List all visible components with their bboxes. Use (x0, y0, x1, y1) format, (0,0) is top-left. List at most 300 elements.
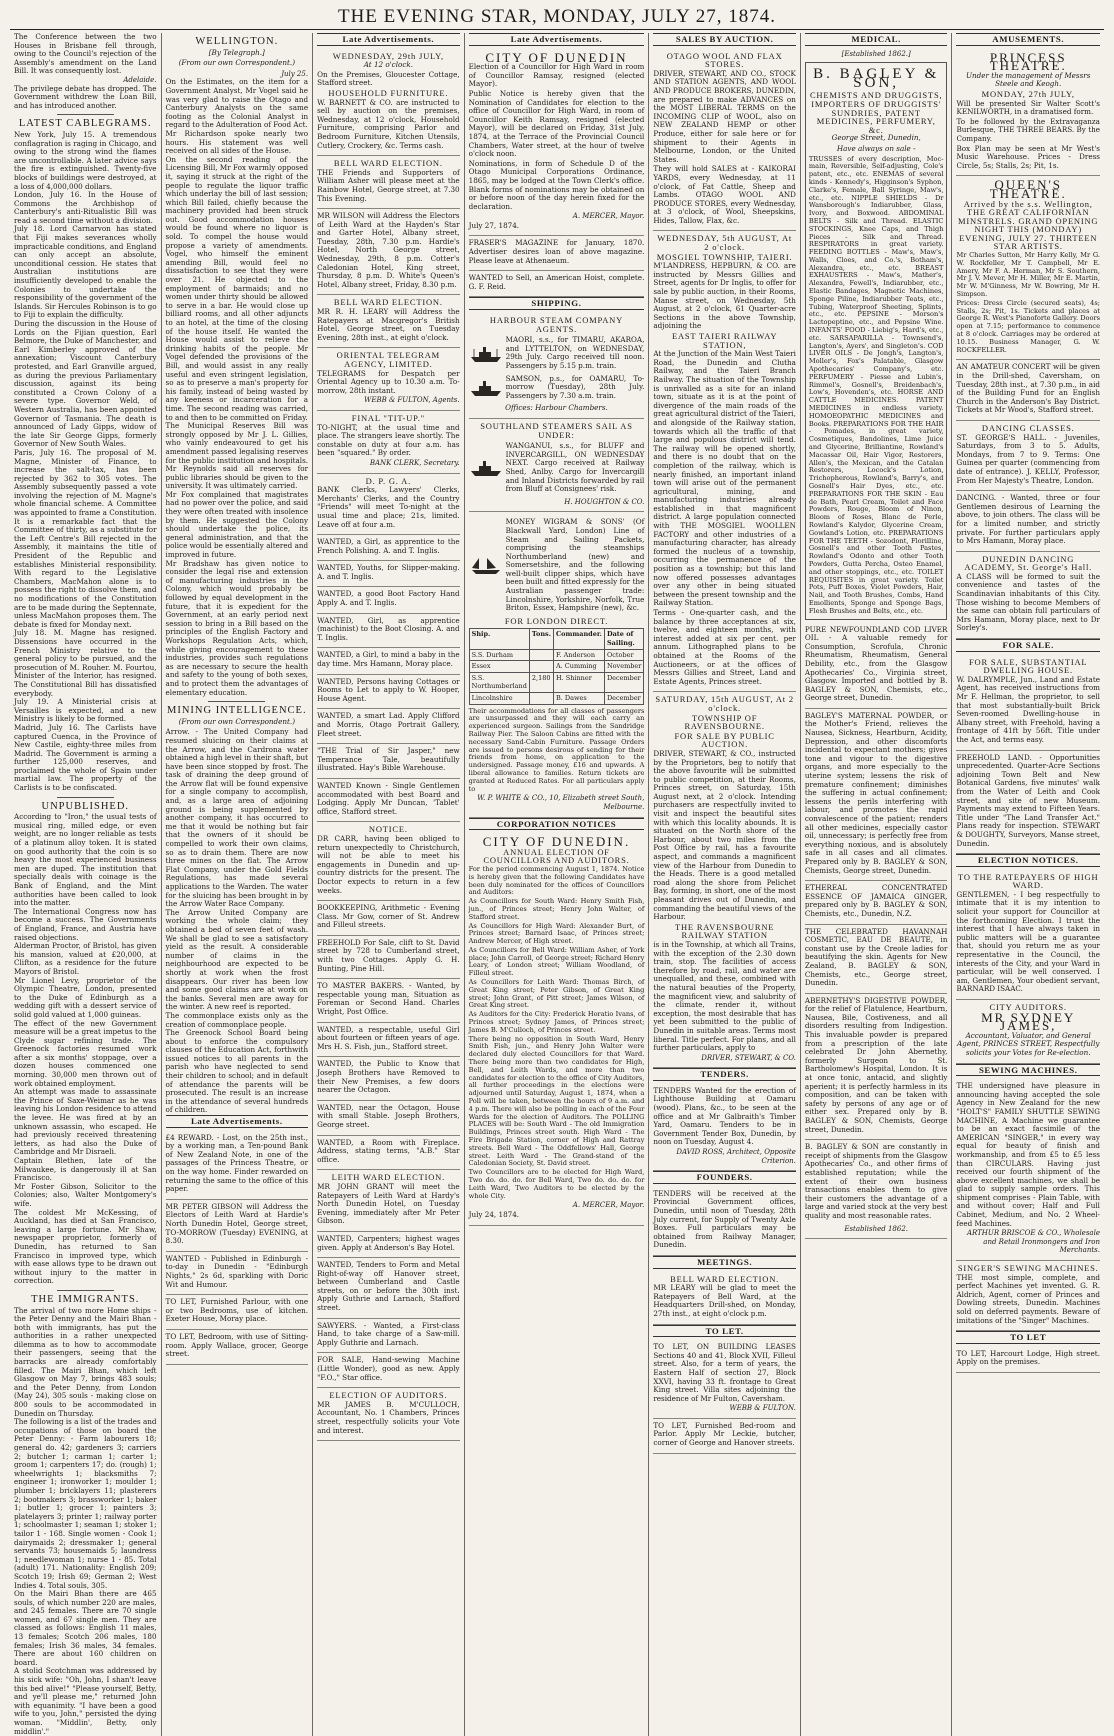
advertisement (956, 176, 1100, 360)
article-paragraph: July 19. A Ministerial crisis at Versailles is expected, and a new Ministry is likely to be formed. (14, 697, 157, 724)
table-header: Tons. (529, 629, 553, 649)
advertisement (653, 1272, 796, 1325)
ad-text: MONEY WIGRAM & SONS' (Of Blackwall Yard, London) Line of Steam and Sailing Packets, comprising the steamships Northumberland (new) and Somersetshire, and the following well-built clipper ships, which have been built and fitted expressly for the Australian passenger trade: Lincolnshire, Yorkshire, Norfolk, True Briton, Essex, Hampshire (new), &c. (505, 517, 645, 613)
section-heading: UNPUBLISHED. (41, 800, 130, 812)
ad-text: DRIVER, STEWART, AND CO., STOCK AND STATION AGENTS, AND WOOL AND PRODUCE BROKERS, DUNEDIN, are prepared to make ADVANCES on the MOST LIBERAL TERMS on the INCOMING CLIP of WOOL, also on NEW ZEALAND HEMP or other Produce, either for sale here or for shipment to their Agents in Melbourne, London, or the United States. (653, 68, 796, 164)
advertisement (317, 779, 460, 822)
article-paragraph: Paris, July 16. The proposal of M. Magne, Minister of Finance, to increase the salt-tax, has been rejected by 362 to 305 votes. The Assembly subsequently passed a vote involving the rejection of M. Magne's whole financial scheme. A Committee was appointed to frame a Constitution. It is a remarkable fact that the Committee of thirty, as a substitute for the Left Centre's Bill rejected in the Assembly, it maintains the title of President of the Republic and establishes Ministerial responsibility. With regard to the Legislative Chambers, MacMahon alone is to possess the right to dissolve them, and no modifications of the Constitution are to be made during the Septennate, unless MacMahon proposes them. The debate is fixed for Monday next. (14, 447, 157, 629)
article-paragraph: The coldest Mr McKessing, of Auckland, has died at San Francisco, leaving a large fortune. Mr Shaw, newspaper proprietor, formerly of Dunedin, has returned to San Francisco in improved type, which with ease allows type to be drawn out without injury to the matter in correction. (14, 1207, 157, 1286)
ad-title: SOUTHLAND STEAMERS SAIL AS UNDER: (480, 420, 633, 440)
ad-text: DRIVER, STEWART, & CO., instructed by the Proprietors, beg to notify that the above favourite will be submitted to public competition, at their Rooms, Princes street, on Saturday, 15th August next, at 2 o'clock. Intending purchasers are respectfully invited to visit and inspect the beautiful sites with which this locality abounds. It is situated on the North shore of the Harbour, about two miles from the Post Office by rail, has a favourite aspect, and commands a magnificent view of the Harbour from Dunedin to the Heads. There is a good metalled road along the shore from Pelichet Bay, forming, in short, one of the most pleasant drives out of Dunedin, and commanding the beautiful views of the Harbour. (653, 748, 796, 922)
advertisement (956, 655, 1100, 751)
article-paragraph: The International Congress now has become a success. The Governments of England, France, and Austria have raised objections. (14, 906, 157, 942)
column-1 (10, 33, 162, 1736)
advertisement (956, 360, 1100, 421)
dateline: July 25. (281, 69, 309, 78)
ad-text: As Councillors for High Ward: Alexander Burt, of Princes street; Barnard Isaac, of Princes street; Andrew Mercer, of High street. (468, 921, 645, 946)
ad-title: BELL WARD ELECTION. (333, 297, 443, 308)
advertisement (469, 271, 645, 297)
ad-text: On the Premises, Gloucester Cottage, Stafford street. (317, 69, 460, 88)
columns (10, 32, 1104, 1736)
ad-title: SINGER'S SEWING MACHINES. (957, 1263, 1099, 1274)
ad-text: SAWYERS. - Wanted, a First-class Hand, to take charge of a Saw-mill. Apply Guthrie and Larnach. (317, 1320, 460, 1347)
ad-title: THE RAVENSBOURNE RAILWAY STATION (674, 921, 775, 941)
ad-text: TENDERS Wanted for the erection of Lighthouse Building at Oamaru (wood). Plans, &c., to be seen at the office and at Mr Galbraith's Timber Yard, Oamaru. Tenders to be in Government Tender Box, Dunedin, by noon on Tuesday, August 4. (653, 1085, 796, 1147)
ad-text: To be followed by the Extravaganza Burlesque, THE THREE BEARS. By the Company. (956, 116, 1100, 143)
ad-text: MR WILSON will Address the Electors of Leith Ward at the Hayden's Star and Garter Hotel, Albany street, Tuesday, 28th, 7.30 p.m. Hardie's Hotel, North George street, Wednesday, 29th, 8 p.m. Cotter's Caledonian Hotel, King street, Thursday, 8 p.m. D. White's Queen's Hotel, Albany street, Friday, 8.30 p.m. (317, 211, 460, 289)
ad-text: They will hold SALES at - KAIKORAI YARDS, every Wednesday, at 11 o'clock, of Fat Cattle, Sheep and Lambs. OTAGO WOOL AND PRODUCE STORES, every Wednesday, at 3 o'clock, of Wool, Sheepskins, Hides, Tallow, Flax, &c. (653, 164, 796, 225)
ad-signature: H. HOUGHTON & CO. (564, 497, 645, 506)
article-paragraph: Mr Fox complained that magistrates had no power over the police, and said they were often treated with insolence by them. He suggested the Colony should undertake the police, its general administration, and that the police would be essentially altered and improved in future. (165, 489, 309, 560)
advertisement (317, 709, 460, 744)
ad-text: ETHEREAL CONCENTRATED ESSENCE OF JAMAICA GINGER, prepared only by B. BAGLEY & SON, Chemists, etc., Dunedin, N.Z. (804, 883, 948, 918)
ad-text: Box Plan may be seen at Mr West's Music Warehouse. Prices - Dress Circle, 5s; Stalls, 2s; Pit, 1s. (956, 143, 1100, 170)
ad-date: MONDAY, 27th JULY, (981, 88, 1075, 99)
article-paragraph: The privilege debate has dropped. The Government withdrew the Loan Bill, and has introduced another. (14, 83, 157, 110)
table-cell: 2,180 (529, 672, 553, 692)
ad-text: TO LET, Furnished Parlour, with one or two Bedrooms, use of kitchen. Exeter House, Moray place. (165, 1297, 309, 1324)
ad-signature: A. MERCER, Mayor. (572, 1201, 645, 1210)
table-cell (529, 661, 553, 673)
ad-title: CITY AUDITORS. (989, 1002, 1067, 1013)
advertisement (469, 236, 645, 271)
advertisement (166, 1295, 309, 1330)
ad-text: WANTED, Girl, as apprentice (machinist) to the Boot Closing. A. and T. Inglis. (317, 615, 460, 642)
table-row (469, 672, 644, 692)
ad-text: ST. GEORGE'S HALL. - Juveniles, Saturdays, from 3 to 5. Adults, Mondays, from 7 to 9. Terms: One Guinea per quarter (commencing from date of entrance). J. KELLY, Professor, From Her Majesty's Theatre, London. (956, 432, 1100, 485)
dateline: Adelaide. (123, 75, 157, 84)
article-paragraph: Mr Lionel Levy, proprietor of the Olympic Theatre, London, presented to the Duke of Edinburgh as a wedding gift with a dessert service of solid gold valued at 1,000 guineas. (14, 975, 157, 1019)
advertisement (317, 901, 460, 936)
ad-text: BAGLEY'S MATERNAL POWDER, or the Mother's Friend, relieves the Nausea, Sickness, Heartburn, Acidity, Depression, and other discomforts incidental to expectant mothers; gives tone and vigour to the digestive organs, and more especially to the uterine system; lessens the risk of premature confinement; diminishes the suffering in actual confinement; lessens the perils interfering with labour, and promotes the rapid convalescence of the patient; renders all other medicines, especially castor oil, unnecessary; is perfectly free from everything noxious, and is absolutely safe in all cases and all climates. Prepared only by B. BAGLEY & SON, Chemists, George street, Dunedin. (804, 710, 948, 875)
advertisement (956, 552, 1100, 639)
table-cell: December (604, 693, 643, 705)
ad-text: ABERNETHY'S DIGESTIVE POWDER, for the relief of Flatulence, Heartburn, Nausea, Bile, Costiveness, and all disorders resulting from Indigestion. This invaluable powder is prepared from a prescription of the late celebrated Dr John Abernethy, formerly Surgeon to St. Bartholomew's Hospital, London. It is at once tonic, antacid, and slightly aperient; it is perfectly harmless in its composition, and can be taken with safety by persons of any age or of either sex. Prepared only by B. BAGLEY & SON, Chemists, George street, Dunedin. (804, 995, 948, 1134)
byline: (From our own Correspondent.) (178, 58, 295, 68)
ad-text: DANCING. - Wanted, three or four Gentlemen desirous of Learning the above, to join others. The class will be for a limited number, and strictly private. For further particulars apply to Mrs Hamann, Moray place. (956, 493, 1100, 546)
column-heading: FOR SALE. (956, 639, 1100, 652)
ad-text: WANTED, a respectable, useful Girl about fourteen or fifteen years of age. Mrs H. S. Fish, jun., Stafford street. (317, 1024, 460, 1051)
ad-text: WANTED - Published in Edinburgh - to-day in Dunedin - "Edinburgh Nights," 2s 6d, sparkling with Doric Wit and Humour. (165, 1253, 309, 1289)
ship-row (469, 336, 645, 371)
column-heading: FOUNDERS. (653, 1171, 796, 1184)
ad-text: THE most simple, complete, and perfect Machines yet invented. G. R. Aldrich, Agent, corner of Princes and Dowling streets, Dunedin. Machines sold on deferred payments. Beware of imitations of the "Singer" Machines. (956, 1272, 1100, 1325)
article-paragraph: The arrival of two more Home ships - the Peter Denny and the Mairi Bhan - both with immigrants, has put the authorities in a rather unexpected dilemma as to how to accommodate their passengers, seeing that the barracks are already comfortably filled. The Mairi Bhan, which left Glasgow on May 7, brings 483 souls; and the Peter Denny, from London (May 24), 305 souls - making close on 800 souls to be accommodated in Dunedin on Thursday. (14, 1305, 157, 1418)
ad-title: MOSGIEL TOWNSHIP, TAIERI. (656, 251, 793, 262)
ad-text: Under the management of Messrs Steele and Keogh. (965, 70, 1091, 89)
ad-date: July 27, 1874. (468, 220, 520, 230)
advertisement (317, 474, 460, 536)
ad-title: OTAGO WOOL AND FLAX STORES. (666, 50, 783, 70)
ad-display-title: QUEEN'S THEATRE. (989, 177, 1067, 201)
table-cell: Essex (469, 661, 529, 673)
article-paragraph: On the Mairi Bhan there are 465 souls, of which number 220 are males, and 245 females. There are 70 single women, and 67 single men. They are classed as follows: English 11 males, 13 females; Scotch 206 males, 180 females; Irish 36 males, 34 females. There are about 160 children on board. (14, 1589, 157, 1667)
ad-text: MR JOHN GRANT will meet the Ratepayers of Leith Ward at Hardy's North Dunedin Hotel, on Tuesday Evening, immediately after Mr Peter Gibson. (317, 1181, 460, 1226)
ad-title: Arrived by the s.s. Wellington, THE GREAT CALIFORNIAN MINSTRELS. GRAND OPENING NIGHT THIS (MONDAY) EVENING, JULY 27. THIRTEEN STAR ARTISTS. (958, 198, 1099, 252)
advertisement (317, 648, 460, 674)
ad-text: Have always on sale - (836, 143, 916, 153)
table-cell: B. Dawes (553, 693, 604, 705)
advertisement (805, 994, 948, 1141)
advertisement (317, 209, 460, 295)
column-heading: Late Advertisements. (469, 33, 645, 46)
ad-text: TO-NIGHT, at the usual time and place. The strangers leave shortly. The constable on duty at four a.m. has been "squared." By order. (317, 422, 460, 458)
ad-title: NOTICE. (368, 824, 408, 835)
article-paragraph: On the Estimates, on the item for a Government Analyst, Mr Vogel said he was very glad to raise the Otago and Canterbury Analysts on the same footing as the Colonial Analyst in regard to the Adulteration of Food Act. (165, 77, 309, 130)
ad-text: FRASER'S MAGAZINE for January, 1870. Advertiser desires loan of above magazine. Please leave at Athenaeum. (468, 238, 645, 265)
ad-signature: DRIVER, STEWART, & CO. (701, 1053, 796, 1062)
advertisement (317, 1319, 460, 1354)
article-paragraph: New York, July 15. A tremendous conflagration is raging in Chicago, and owing to the strong wind the flames are uncontrollable. A later advice says the fire is extinguished. Twenty-five blocks of buildings were destroyed, at a loss of 4,000,000 dollars. (14, 129, 157, 191)
column-heading: SALES BY AUCTION. (653, 33, 796, 46)
steamship-icon (469, 379, 503, 397)
ad-title: BELL WARD ELECTION. (333, 158, 443, 169)
ad-text: WANTED to Sell, an American Hoist, complete. G. F. Reid. (468, 273, 645, 291)
table-cell: S.S. Durham (469, 649, 529, 661)
article-paragraph: Mr Foster Gibson, Solicitor to the Colonies; also, Walter Montgomery's wife. (14, 1181, 157, 1208)
ad-title: TO THE RATEPAYERS OF HIGH WARD. (957, 871, 1099, 891)
ad-signature: W. P. WHITE & CO., 10, Elizabeth street South, Melbourne. (477, 794, 645, 811)
ad-text: As Auditors for the City: Frederick Horatio Ivans, of Princes street; Sydney James, of Princes street; James B. M'Culloch, of Princes street. (468, 1010, 645, 1034)
advertisement (956, 49, 1100, 177)
advertisement (653, 1084, 796, 1171)
article-paragraph: The effect of the new Government measure will be a great impetus to the Clyde sugar refining trade. The Greenock factories resumed work after a six months' stoppage, over a dozen houses commenced one morning. 30,000 men thrown out of work obtained employment. (14, 1018, 157, 1088)
advertisement (317, 744, 460, 779)
column-5 (649, 33, 801, 1736)
ad-text: THE CELEBRATED HAVANNAH COSMETIC, EAU DE BEAUTE, in constant use by the Creole ladies for beautifying the skin. Agents for New Zealand, B. BAGLEY & SON, Chemists, etc., George street, Dunedin. (804, 926, 948, 988)
ad-text: WANTED, near the Octagon, House with small Stable. Joseph Brothers, George street. (317, 1102, 460, 1129)
section-heading: MINING INTELLIGENCE. (167, 705, 307, 717)
ad-text: GENTLEMEN, - I beg respectfully to intimate that it is my intention to solicit your support for Councillor at the forthcoming Election. I trust the interest that I have always taken in public matters will be a guarantee that, should you return me as your representative in the Council, the interests of the City, and your Ward in particular, will be well conserved. I am, Gentlemen, Your obedient servant, BARNARD ISAAC. (956, 889, 1100, 994)
ad-text: Two Councillors are to be elected for High Ward, Two do. do. do. for Bell Ward, Two do. do. do. for Leith Ward, Two Auditors to be elected by the whole City. (468, 1168, 645, 1200)
advertisement (805, 62, 948, 619)
advertisement (469, 419, 645, 512)
ad-text: Accountant, Valuator, and General Agent, PRINCES STREET, Respectfully solicits your Votes for Re-election. (956, 1030, 1100, 1057)
column-heading: TENDERS. (653, 1068, 796, 1081)
advertisement (317, 675, 460, 710)
ad-display-title: CITY OF DUNEDIN (485, 49, 628, 65)
table-cell (529, 693, 553, 705)
ad-date: WEDNESDAY, 29th JULY, (332, 50, 444, 61)
ad-text: TENDERS will be received at the Provincial Government offices, Dunedin, until noon of Tuesday, 28th July current, for Supply of Twenty Axle Boxes. Full particulars may be obtained from Railway Manager, Dunedin. (653, 1188, 796, 1250)
established-note: [Established 1862.] (841, 49, 911, 58)
ad-text: B. BAGLEY & SON are constantly in receipt of shipments from the Glasgow Apothecaries' Co., and other firms of established reputation; while the extent of their own business transactions enables them to give their customers the advantage of a large and varied stock at the very best quality and most reasonable rates. (804, 1142, 948, 1220)
advertisement (956, 870, 1100, 1000)
advertisement (805, 1140, 948, 1239)
ad-text: BANK Clerks, Lawyers' Clerks, Merchants' Clerks, and the Country "Friends" will meet To-night at the usual time and place; 21s, limited. Leave off at four a.m. (317, 485, 460, 529)
ad-text: £4 REWARD. - Lost, on the 25th inst., by a working man, a Ten-pound Bank of New Zealand Note, in one of the passages of the Princess Theatre, or on the way home. Finder rewarded on returning the same to the office of this paper. (165, 1132, 309, 1194)
ad-text: Their accommodations for all classes of passengers are unsurpassed and they will each carry an experienced surgeon. Sailings from the Sandridge Railway Pier. The Saloon Cabins are fitted with the necessary Sand-Cabin Furniture. Passage Orders are issued to persons desirous of sending for their friends from home, on application to the undersigned. Passage money, £16 and upwards. A liberal allowance to families. Return tickets are granted at Reduced Rates. For all particulars apply to (468, 706, 645, 793)
ad-text: MR LEARY will be glad to meet the Ratepayers of Bell Ward, at the Headquarters Drill-shed, on Monday, 27th inst., at eight o'clock p.m. (653, 1283, 796, 1318)
column-heading: ELECTION NOTICES. (956, 854, 1100, 867)
ad-text: Prices: Dress Circle (secured seats), 4s; Stalls, 2s; Pit, 1s. Tickets and places at George R. West's Pianoforte Gallery. Doors open at 7.15; performance to commence at 8 o'clock. Carriages may be ordered at 10.15. Business Manager, G. W. ROCKFELLER. (956, 298, 1100, 354)
advertisement (166, 1131, 309, 1200)
ad-title: FOR LONDON DIRECT. (504, 615, 609, 626)
ad-text: WANTED, Tenders to Form and Metal Right-of-way off Hanover street, between Cumberland and Castle streets, on or before the 30th inst. Apply Guthrie and Larnach, Stafford street. (317, 1260, 460, 1313)
ad-title: LEITH WARD ELECTION. (331, 1172, 446, 1183)
ad-title: HARBOUR STEAM COMPANY AGENTS. (489, 315, 624, 334)
section-heading: THE IMMIGRANTS. (31, 1293, 140, 1305)
ad-text: TO LET, Furnished Bed-room and Parlor. Apply Mr Leckie, butcher, corner of George and Hanover streets. (653, 1420, 796, 1448)
ad-title: DUNEDIN DANCING ACADEMY, St. George's Hall. (964, 553, 1093, 573)
advertisement (317, 348, 460, 411)
advertisement (317, 614, 460, 649)
ad-text: MR JAMES B. M'CULLOCH, Accountant, No. 1 Chambers, Princes street, respectfully solicits your Vote and interest. (317, 1399, 460, 1435)
ad-signature: A. MERCER, Mayor. (572, 212, 645, 221)
advertisement (317, 156, 460, 209)
ad-text: WANTED, Youths, for Slipper-making. A. and T. Inglis. (317, 563, 460, 581)
advertisement (956, 1000, 1100, 1064)
ad-signature: BANK CLERK, Secretary. (369, 458, 460, 467)
ad-text: FREEHOLD LAND. - Opportunities unprecedented. Quarter-Acre Sections adjoining Town Belt and New Botanical Gardens, five minutes' walk from the Water of Leith and Cook street, and site of new Museum. Payments may extend to Fifteen Years. Title under "The Land Transfer Act." Plans ready for inspection. STEWART & DOUGHTY, Surveyors, Manse street, Dunedin. (956, 752, 1100, 848)
article-paragraph: July 18. M. Magne has resigned. Dissensions have occurred in the French Ministry relative to the general policy to be pursued, and the prosecution of M. Rouher. M. Fourtou, Minister of the Interior, has resigned. The Constitutional Bill has dissatisfied everybody. (14, 628, 157, 698)
ad-text: A CLASS will be formed to suit the convenience and tastes of the Scandinavian inhabitants of this City. Those wishing to become Members of the same can obtain full particulars of Mrs Hamann, Moray place, next to Dr Sorley's. (956, 571, 1100, 633)
ad-text: As Councillors for South Ward: Henry Smith Fish, jun., of Princes street; Henry John Walter, of Stafford street. (468, 897, 645, 921)
advertisement (805, 709, 948, 881)
advertisement (317, 979, 460, 1022)
advertisement (956, 1261, 1100, 1331)
ad-title: ANNUAL ELECTION OF COUNCILLORS AND AUDITORS. (483, 846, 630, 866)
advertisement (956, 1079, 1100, 1261)
table-header: Ship. (469, 629, 529, 649)
ad-title: D. P. G. A. (365, 475, 412, 486)
advertisement (805, 925, 948, 994)
ad-text: MR PETER GIBSON will Address the Electors of Leith Ward at Hardie's North Dunedin Hotel, George street, TO-MORROW (Tuesday) EVENING, at 8.30. (165, 1201, 309, 1246)
ad-text: PURE NEWFOUNDLAND COD LIVER OIL - A valuable remedy for Consumption, Scrofula, Chronic Rheumatism, Rheumatism, General Debility, etc., from the Glasgow Apothecaries' Co., Virginia street, Glasgow. Imported and bottled by B. BAGLEY & SON, Chemists, etc., George street, Dunedin. (804, 624, 948, 703)
ad-display-title: MR SYDNEY JAMES, (981, 1009, 1076, 1034)
divider (57, 114, 114, 115)
ad-title: ELECTION OF AUDITORS. (329, 1390, 448, 1401)
divider (208, 701, 265, 702)
article-paragraph: During the discussion in the House of Lords on the Fijian question, Earl Belmore, the Duke of Manchester, and Earl Kimberley approved of the annexation; Viscount Canterbury protested, and Earl Granville argued, as during the previous Parliamentary discussion, against its being constituted a Crown Colony of a severe type. Governor Weld, of Western Australia, has been appointed Governor of Tasmania. The death is announced of Lady Gipps, widow of the late Sir George Gipps, formerly Governor of New South Wales. (14, 319, 157, 449)
column-heading: MEDICAL. (805, 33, 948, 46)
ad-text: Terms - One-quarter cash, and the balance by three acceptances at six, twelve, and eighteen months, with interest added at six per cent. per annum. Lithographed plans to be obtained at the Rooms of the Auctioneers, or at the offices of Messrs Gillies and Street, Land and Estate Agents, Princes street. (653, 608, 796, 686)
ad-title: FOR SALE, SUBSTANTIAL DWELLING HOUSE. (969, 656, 1088, 676)
ad-text: WANTED, Carpenters; highest wages given. Apply at Anderson's Bay Hotel. (317, 1233, 460, 1252)
ad-signature: DAVID ROSS, Architect, Opposite Criterion. (676, 1148, 796, 1165)
ad-text: Election of a Councillor for High Ward in room of Councillor Ramsay, resigned (elected Mayor). (468, 62, 645, 89)
ad-text: TELEGRAMS for Despatch per Oriental Agency up to 10.30 a.m. To-morrow, 28th instant. (317, 368, 460, 395)
ad-text: Mr Charles Sutton, Mr Harry Kelly, Mr G. W. Rockfeller, Mr T. Campbell, Mr E. Amery, Mr F. A. Herman, Mr S. Southern, Mr J. V. Mever, Mr H. Miller, Mr E. Martin, Mr W. M'Ginness, Mr W. Bowring, Mr H. Simpson. (956, 251, 1100, 299)
ad-title: ORIENTAL TELEGRAM AGENCY, LIMITED. (336, 350, 441, 369)
advertisement (317, 411, 460, 474)
advertisement (317, 1136, 460, 1171)
ad-title: CHEMISTS AND DRUGGISTS, IMPORTERS OF DRUGGISTS' SUNDRIES, PATENT MEDICINES, PERFUMERY, &c. (809, 90, 943, 135)
ad-text: TO LET, ON BUILDING LEASES Sections 40 and 41, Block XVII, Filleul street. Also, for a term of years, the Eastern Half of section 27, Block XXVI, having 33 ft. frontage to Great King street. Villa sites adjoining the residence of Mr Fulton, Caversham. (653, 1342, 796, 1403)
ad-display-title: B. BAGLEY & SON, (813, 66, 940, 91)
article-paragraph: Alderman Proctor, of Bristol, has given his mansion, valued at £20,000, at Clifton, as a residence for the future Mayors of Bristol. (14, 941, 157, 976)
article-paragraph: According to "Iron," the usual tests of musical ring, milled edge, or even weight, are no longer reliable as tests of a platinum alloy token. It is stated on good authority that the coin is so heavy the most experienced business men are duped. The institution that specially deals with coinage is the Bank of England, and the Mint authorities have been called to look into the matter. (14, 812, 157, 908)
column-heading: CORPORATION NOTICES (469, 818, 645, 831)
column-2 (162, 33, 314, 1736)
ad-text: Will be presented Sir Walter Scott's KENILWORTH, in a dramatised form. (956, 98, 1100, 117)
article-paragraph: The following is a list of the trades and occupations of those on board the Peter Denny: - Farm labourers 18; general do. 42; gardeners 3; carriers 2; butcher 1; carman 1; carter 1; groom 1; carpenters 17; do. (rough) 1; wheelwrights 1; blacksmiths 7; engineer 1; ironworker 1; moulder 1; plumber 1; bricklayers 11; plasterers 2; bootmakers 3; brassworker 1; baker 1; butler 1; grocer 1; painters 3; platelayers 3; printer 1; railway porter 1; schoolmaster 1; seaman 1; stoker 1; tailor 1 - 168. Single women - Cook 1; dairymaids 2; dressmaker 1; general servants 73; housemaids 5; laundress 1; needlewoman 1; nurse 1 - 85. Total (adult) 171. Nationality: English 209; Scotch 19; Irish 69; German 2; West Indies 4. Total souls, 305. (14, 1417, 157, 1590)
ad-text: BOOKKEEPING, Arithmetic - Evening Class. Mr Gow, corner of St. Andrew and Filleul streets. (317, 903, 460, 930)
advertisement (317, 1258, 460, 1319)
advertisement (956, 1347, 1100, 1373)
article-paragraph: An attempt was made to assassinate the Prince of Saxe-Weimar as he was leaving his London residence to attend the levee. He was fired at by an unknown assassin, who escaped. He had previously received threatening letters, as had also the Duke of Cambridge and Mr Disraeli. (14, 1087, 157, 1157)
advertisement (805, 881, 948, 924)
ad-text: TO LET, Bedroom, with use of Sitting-room. Apply Wallace, grocer, George street. (165, 1331, 309, 1359)
ad-title: FOR SALE BY PUBLIC AUCTION. (674, 730, 775, 750)
ship-row (469, 518, 645, 614)
ad-text: For the period commencing August 1, 1874. Notice is hereby given that the following Candidates have been duly nominated for the offices of Councillors and Auditors: (468, 864, 645, 897)
ad-text: Public Notice is hereby given that the Nomination of Candidates for election to the office of Councillor for High Ward, in room of Councillor Keith Ramsay, resigned (elected Mayor), will be declared on Friday, 31st July, 1874, at the Terrace of the Provincial Council Chambers, Water street, at the hour of twelve o'clock noon. (468, 88, 645, 159)
divider (57, 797, 114, 798)
ad-text: TRUSSES of every description, Moc-main, Reversible, Self-adjusting, Cole's patent, etc., etc. ENEMAS of several kinds - Kennedy's, Higginson's Syphon, Clarke's, Female, Ball Syringe, Maw's, etc., etc. NIPPLE SHIELDS - Dr Wansborough's Indiarubber, Glass, Ivory, and Boxwood. ABDOMINAL BELTS - Silk and Thread. ELASTIC STOCKINGS, Knee Caps, and Thigh Pieces - Silk and Thread. RESPIRATORS in great variety. FEEDING BOTTLES - Maw's, Maw's, Walls, Cloes, and Co.'s, Botham's, Alexandra, etc., etc. BREAST EXHAUSTERS - Maw's, Mather's, Alexandra, Fewell's, Indiarubber, etc., Elastic Bandages, Magnetic Machines, Sponge Piline, Indiarubber Teats, etc., Tubing, Waterproof Sheeting, Splints, etc., etc. PEPSINE - Morson's Lactopeptine, etc., and Pepsine Wine. INFANTS' FOOD - Liebig's, Hard's, etc., etc. SARSAPARILLA - Townsend's, Langton's, Ayers', and Singleton's. COD LIVER OILS - De Jongh's, Langton's, Moller's, Fox's Palatable, Glasgow Apothecaries' Company's, etc. PERFUMERY - Piesse and Lubin's, Rimmel's, Gosnell's, Breidenbach's, Low's, Hovenden's, etc. HORSE AND CATTLE MEDICINES. PATENT MEDICINES in endless variety. HOMOEOPATHIC MEDICINES and Books. PREPARATIONS FOR THE HAIR - Pomades, in great variety, Cosmetiques, Bandolines, Lime Juice and Glycerine, Brilliantine, Rowland's Macassar Oil, Hair Vigor, Restorers, Allen's, the Mexican, and the Catalan Restorers, Locock's Lotion, Trichopherous, Rowland's, Barry's, and Gosnell's Hair Dyes, etc., etc. PREPARATIONS FOR THE SKIN - Eau de Bath, Pearl Cream, Toilet and Face Powders, Rouge, Bloom of Ninon, Bloom of Roses, Blanc de Perle, Rowland's Kalydor, Glycerine Cream, Gowland's Lotion, etc. PREPARATIONS FOR THE TEETH - Sozodont, Florilline, Gosnell's and other Tooth Pastes, Rowland's Odonto and other Tooth Powders, Gutta Percha, Osteo Enamel, and other stoppings, etc., etc. TOILET REQUISITES in great variety. Toilet Pots, Puff Boxes, Violet Powders, Hair, Nail, and Tooth Brushes, Combs, Hand Emollients, Sponge and Sponge Bags, Flesh Brushes and Belts, etc., etc. (808, 154, 944, 615)
article-paragraph: July 18. Lord Carnarvon has stated that Fiji makes severances wholly impracticable conditions, and England can only accept an absolute, unconditional cession. He states that Australian institutions are insufficiently developed to enable the Colonies to undertake the responsibility of the government of the Islands. Sir Hercules Robinson is to go to Fiji to explain the difficulty. (14, 224, 157, 320)
table-cell: November (604, 661, 643, 673)
column-heading: SEWING MACHINES. (956, 1064, 1100, 1077)
ad-text: W. BARNETT & CO. are instructed to sell by auction on the premises, Wednesday, at 12 o'clock, Household Furniture, comprising Parlor and Bedroom Furniture, Kitchen Utensils, Cutlery, Crockery, &c. Terms cash. (317, 97, 460, 150)
advertisement (469, 313, 645, 419)
table-header: Date of Sailing. (604, 629, 643, 649)
column-6 (801, 33, 953, 1736)
advertisement (317, 1057, 460, 1100)
article-paragraph: Madrid, July 16. The Carlists have captured Cuenca, in the Province of New Castile, eighty-three miles from Madrid. The Government is arming a further 125,000 reserves, and proclaimed the whole of Spain under martial law. The property of the Carlists is to be confiscated. (14, 722, 157, 793)
advertisement (317, 1388, 460, 1441)
table-cell: A. Cumming (553, 661, 604, 673)
ad-text: SAMSON, p.s., for OAMARU, To-morrow (Tuesday), 28th July. Passengers by 7.30 a.m. train. (505, 373, 645, 400)
ad-text: WANTED, a Girl, to mind a baby in the day time. Mrs Hamann, Moray place. (317, 650, 460, 669)
section-heading: WELLINGTON. (195, 36, 279, 47)
ad-title: FINAL "TIT-UP." (351, 412, 425, 423)
steamship-icon (469, 345, 503, 363)
section-heading: LATEST CABLEGRAMS. (18, 118, 152, 130)
advertisement (317, 49, 460, 157)
ad-text: DR CARR, having been obliged to return unexpectedly to Christchurch, will not be able to meet his engagements in Dunedin and up-country districts for the present. The Doctor expects to return in a few weeks. (317, 833, 460, 895)
ad-text: WANGANUI, s.s., for BLUFF and INVERCARGILL, ON WEDNESDAY NEXT. Cargo received at Railway Shed, Anlby. Cargo for Invercargill and Inland Districts forwarded by rail from Bluff at Consignees' risk. (505, 441, 645, 494)
article-paragraph: The Municipal Reserves Bill was strongly opposed by Mr J. L. Gillies, who vainly endeavoured to get his amendment passed legalising reserves for the public institution and hospitals. Mr Reynolds said all reserves for public libraries should be given to the university. It was ultimately carried. (165, 421, 309, 491)
ad-text: Offices: Harbour Chambers. (505, 403, 608, 413)
column-heading: TO LET. (653, 1325, 796, 1338)
ad-title: EAST TAIERI RAILWAY STATION, (671, 331, 778, 350)
ad-text: AN AMATEUR CONCERT will be given in the Drill-shed, Caversham, on Tuesday, 28th inst., at 7.30 p.m., in aid of the Building Fund for an English Church in the Anderson's Bay District. Tickets at Mr Wood's, Stafford street. (956, 362, 1100, 415)
advertisement (317, 535, 460, 561)
sailing-ship-icon (469, 557, 503, 575)
table-cell (529, 649, 553, 661)
advertisement (469, 512, 645, 817)
ad-text: WANTED, a good Boot Factory Hand Apply A. and T. Inglis. (317, 589, 460, 608)
ad-time: At 12 o'clock. (363, 60, 413, 70)
table-header-row (469, 629, 644, 649)
divider (57, 1290, 114, 1291)
advertisement (166, 1252, 309, 1295)
advertisement (317, 1023, 460, 1058)
advertisement (317, 822, 460, 901)
column-4 (465, 33, 650, 1736)
column-heading: AMUSEMENTS. (956, 33, 1100, 46)
ad-text: TO LET, Harcourt Lodge, High street. Apply on the premises. (956, 1348, 1100, 1367)
ad-text: WANTED, a Room with Fireplace. Address, stating terms, "A.B." Star office. (317, 1137, 460, 1164)
column-heading: Late Advertisements. (166, 1115, 309, 1128)
column-heading: SHIPPING. (469, 297, 645, 310)
table-cell: H. Shinner (553, 672, 604, 692)
ad-text: is in the Township, at which all Trains, with the exception of the 2.30 down train, stop. The facilities of access therefore by road, rail, and water are unequalled, and these, combined with the natural beauties of the Property, the magnificent view, and salubrity of the climate, render it, without exception, the most desirable that has yet been submitted to the public of Dunedin in suitable areas. Terms most liberal. Title perfect. For plans, and all further particulars, apply to (653, 939, 796, 1053)
article-paragraph: Arrow. - The United Company had resumed sluicing on their claims at the Arrow, and the Cardrona water obtained a high level in their shaft, but have been since stopped by frost. The task of draining the deep ground of the Arrow flat will be found expensive for a single company to accomplish, and, as a large area of adjoining ground is being supplemented by another company, it has occurred to me that it would be nothing but fair that the owners of it should be compelled to work their own claims, so as to drain them. There are now three mines on the flat. The Arrow Flat Company, under the Gold Fields Regulations, has made several applications to the Warden. The water for the sluicing has been brought in by the Arrow Water Race Company. (165, 727, 309, 909)
advertisement (166, 1330, 309, 1365)
advertisement (317, 936, 460, 979)
table-row (469, 661, 644, 673)
article-paragraph: Mr Bradshaw has given notice to consider the legal rise and extension of manufacturing industries in the Colony, which would probably be followed by equal development in the future, that it is expedient for the Government, at an early period next session to bring in a Bill based on the principles of the English Factory and Workshops Regulation Acts, which, while giving encouragement to these industries, provides such regulations as are necessary to secure the health and safety to the young of both sexes, and to protect them the advantages of elementary education. (165, 558, 309, 697)
ad-text: W. DALRYMPLE, Jun., Land and Estate Agent, has received instructions from Mr F. Hellman, the proprietor, to sell that most substantially-built Brick Seven-roomed Dwelling-house in Albany street, with Freehold, having a frontage of 41ft by 56ft. Title under the Act, and terms easy. (956, 674, 1100, 744)
ad-text: THE Friends and Supporters of William Asher will please meet at the Rainbow Hotel, George street, at 7.30 This Evening. (317, 167, 460, 203)
article-paragraph: The Greenock School Board being about to enforce the compulsory clauses of the Education Act, forthwith issued notices to all parents in the parish who have neglected to send their children to school; and in default of attendance the parents will be prosecuted. The result is an increase in the attendance of several hundreds of children. (165, 1028, 309, 1115)
ad-text: As Councillors for Leith Ward: Thomas Birch, of Great King street; Peter Gibson, of Great King street; John Grant, of Pitt street; James Wilson, of Great King street. (468, 978, 645, 1010)
ad-text: At the Junction of the Main West Taieri Road, the Dunedin and Clutha Railway, and the Taieri Branch Railway. The situation of the Township is unrivalled as a site for an inland town, situate as it is at the point of divergence of the main roads of the great agricultural district of the Taieri, and alongside of the Railway station, towards which all the traffic of that large and populous district will tend. The railway will be opened shortly, and there is no doubt that on the completion of the railway, which is nearly finished, an important inland town will arise out of the permanent agricultural, mining, and manufacturing industries already established in that magnificent district. A large population connected with THE MOSGIEL WOOLLEN FACTORY and other industries of a manufacturing character, has already formed the nucleus of a township, occurring the permanence of the position as a township; but this land now offered possesses advantages over any other in being situated between the present township and the Railway Station. (653, 349, 796, 608)
ad-text: MAORI, s.s., for TIMARU, AKAROA, and LYTTELTON, on WEDNESDAY, 29th July. Cargo received till noon. Passengers by 5.15 p.m. train. (505, 335, 645, 370)
ad-date: July 24, 1874. (468, 1209, 520, 1219)
article-paragraph: The Arrow United Company are working the whole claim; they obtained a bed of seven feet of wash. We shall be glad to see a satisfactory yield as the result. A considerable number of claims in the neighbourhood are expected to be shortly at work when the frost disappears. Our river has been low and some good claims are at work on the banks. Several men are away for the winter. A new reef is reported. (165, 907, 309, 1012)
column-heading: MEETINGS. (653, 1256, 796, 1269)
table-cell: F. Anderson (553, 649, 604, 661)
table-row (469, 649, 644, 661)
ad-date: SATURDAY, 15th AUGUST, At 2 o'clock. (655, 694, 794, 713)
article-paragraph: Captain Blethen, late of the Milwaukee, is dangerously ill at San Francisco. (14, 1156, 157, 1183)
ad-text: Nominations, in form of Schedule D of the Otago Municipal Corporations Ordinance, 1865, may be lodged at the Town Clerk's office. Blank forms of nominations may be obtained on or before noon of the day herein fixed for the declaration. (468, 158, 645, 211)
advertisement (956, 491, 1100, 552)
advertisement (469, 49, 645, 237)
advertisement (317, 1232, 460, 1258)
column-heading: Late Advertisements. (317, 33, 460, 46)
ad-text: MR R. H. LEARY will Address the Ratepayers at Macgregor's British Hotel, George street, on Tuesday Evening, 28th inst., at eight o'clock. (317, 307, 460, 342)
masthead-title: THE EVENING STAR, MONDAY, JULY 27, 1874. (10, 6, 1104, 30)
ad-title: HOUSEHOLD FURNITURE. (328, 87, 449, 98)
table-cell: S.S. Northumberland (469, 672, 529, 692)
ad-title: DANCING CLASSES. (981, 422, 1075, 433)
article-paragraph: A stolid Scotchman was addressed by his sick wife: "Oh, John, I shan't leave this bed alive!" "Please yourself, Betty, and ye'll please me," returned John with equanimity. "I have been a good wife to you, John," persisted the dying woman. "Middlin', Betty, only middlin'." (14, 1666, 157, 1736)
advertisement (653, 1187, 796, 1256)
ad-text: THE undersigned have pleasure in announcing having accepted the sole Agency in New Zealand for the new "HOLT'S" FAMILY SHUTTLE SEWING MACHINE, A Machine we guarantee to be an exact facsimile of the AMERICAN "SINGER," in every way equal for beauty of finish and workmanship, and from £5 to £5 less than CIRCULARS. Having just received our fourth shipment of the above excellent machines, we shall be glad to supply sample orders. This shipment comprises - Plain Table, with and without cover; Half and Full Cabinet, Medium, and No. 2 Wheel-feed Machines. (956, 1081, 1100, 1228)
byline: (From our own Correspondent.) (178, 716, 295, 726)
advertisement (317, 1353, 460, 1388)
ad-text: FOR SALE, Hand-sewing Machine (Little Wonder), good as new. Apply "F.O.," Star office. (317, 1355, 460, 1382)
established-note: Established 1862. (844, 1224, 908, 1233)
ad-text: WANTED, a smart Lad. Apply Clifford and Morris, Otago Portrait Gallery, Fleet street. (317, 711, 460, 738)
ad-title: TOWNSHIP OF RAVENSBOURNE. (684, 712, 765, 732)
advertisement (805, 623, 948, 709)
article-paragraph: The commonplace exists only as the creation of commonplace people. (165, 1010, 309, 1029)
ships-table (469, 628, 645, 704)
table-cell: December (604, 672, 643, 692)
ship-row (469, 442, 645, 495)
ad-title: BELL WARD ELECTION. (670, 1273, 780, 1284)
ad-signature: WEBB & FULTON. (729, 1404, 796, 1413)
ad-display-title: CITY OF DUNEDIN. (482, 834, 631, 850)
ad-text: WANTED Known - Single Gentlemen accommodated with best Board and Lodging. Apply Mr Duncan, 'Tablet' office, Stafford street. (317, 780, 460, 816)
advertisement (653, 231, 796, 692)
advertisement (956, 421, 1100, 491)
article-paragraph: Mr Richardson spoke nearly two hours. His statement was well received on all sides of the House. (165, 128, 309, 156)
ad-text: FREEHOLD For Sale, clift to St. David street by 728 to Cumberland street, with two Cottages. Apply G. H. Bunting, Pine Hill. (317, 937, 460, 973)
ad-text: M'LANDRESS, HEPBURN, & CO. are instructed by Messrs Gillies and Street, agents for Dr Inglis, to offer for sale by public auction, in their Rooms, Manse street, on Wednesday, 5th August, at 2 o'clock, 61 Quarter-acre Sections in the above Township, adjoining the (653, 261, 796, 331)
ad-text: "THE Trial of Sir Jasper," new Temperance Tale, beautifully illustrated. Hay's Bible Warehouse. (317, 746, 460, 773)
advertisement (653, 692, 796, 1068)
article-paragraph: On the second reading of the Licensing Bill, Mr Fox warmly opposed it, saying it struck at the right of the people to regulate the liquor traffic which underlay the bill of last session; which Bill failed, chiefly because the machinery provided had been struck out. Good accommodation houses would be found where no liquor is sold. To compel the house would propose a variety of amendments. Vogel, who himself the eminent amending Bill, would feel no dissatisfaction to see that they were over 21. He objected to the employment of barmaids; and no women under thirty should be allowed to serve in a bar. He would close up billiard rooms, and all other adjuncts to an hotel, at the time of the closing of the house itself. He wanted the House would assist to relieve the drinking habits of the people. Mr Vogel defended the provisions of the Bill, and would assist in any really useful and even stringent legislation, so as to preserve a man's property for his family, instead of being wasted by any keeness or incarceration for a time. The second reading was carried, to and then to be committed on Friday. (165, 154, 309, 422)
advertisement (317, 1101, 460, 1136)
ad-text: WANTED, a Girl, as apprentice to the French Polishing. A. and T. Inglis. (317, 537, 460, 555)
advertisement (653, 1419, 796, 1454)
ad-signature: WEBB & FULTON, Agents. (364, 396, 460, 405)
table-header: Commander. (553, 629, 604, 649)
column-3 (313, 33, 465, 1736)
advertisement (956, 751, 1100, 855)
ship-row (469, 375, 645, 402)
ad-text: TO MASTER BAKERS. - Wanted, by respectable young man, Situation as Foreman or Second Hand. Charles Wright, Post Office. (317, 981, 460, 1017)
ad-text: There being no opposition in South Ward, Henry Smith Fish, jun., and Henry John Walter were declared duly elected Councillors for that Ward. There being more than two candidates for High, Bell, and Leith Wards, and more than two candidates for election to the office of City Auditors, all further proceedings in the elections were adjourned until Saturday, August 1, 1874, when a Poll will be taken, between the hours of 9 a.m. and 4 p.m. There will also be polling in each of the Four Wards for the election of Auditors. The POLLING PLACES will be: South Ward - The old Immigration Buildings, Princes street south. High Ward - The Fire Brigade Station, corner of High and Rattray streets. Bell Ward - The Oddfellows' Hall, George street. Leith Ward - The Grand-stand of the Caledonian Society, St. David street. (468, 1034, 645, 1168)
column-7 (952, 33, 1104, 1736)
ad-date: WEDNESDAY, 5th AUGUST, At 2 o'clock. (657, 233, 793, 253)
